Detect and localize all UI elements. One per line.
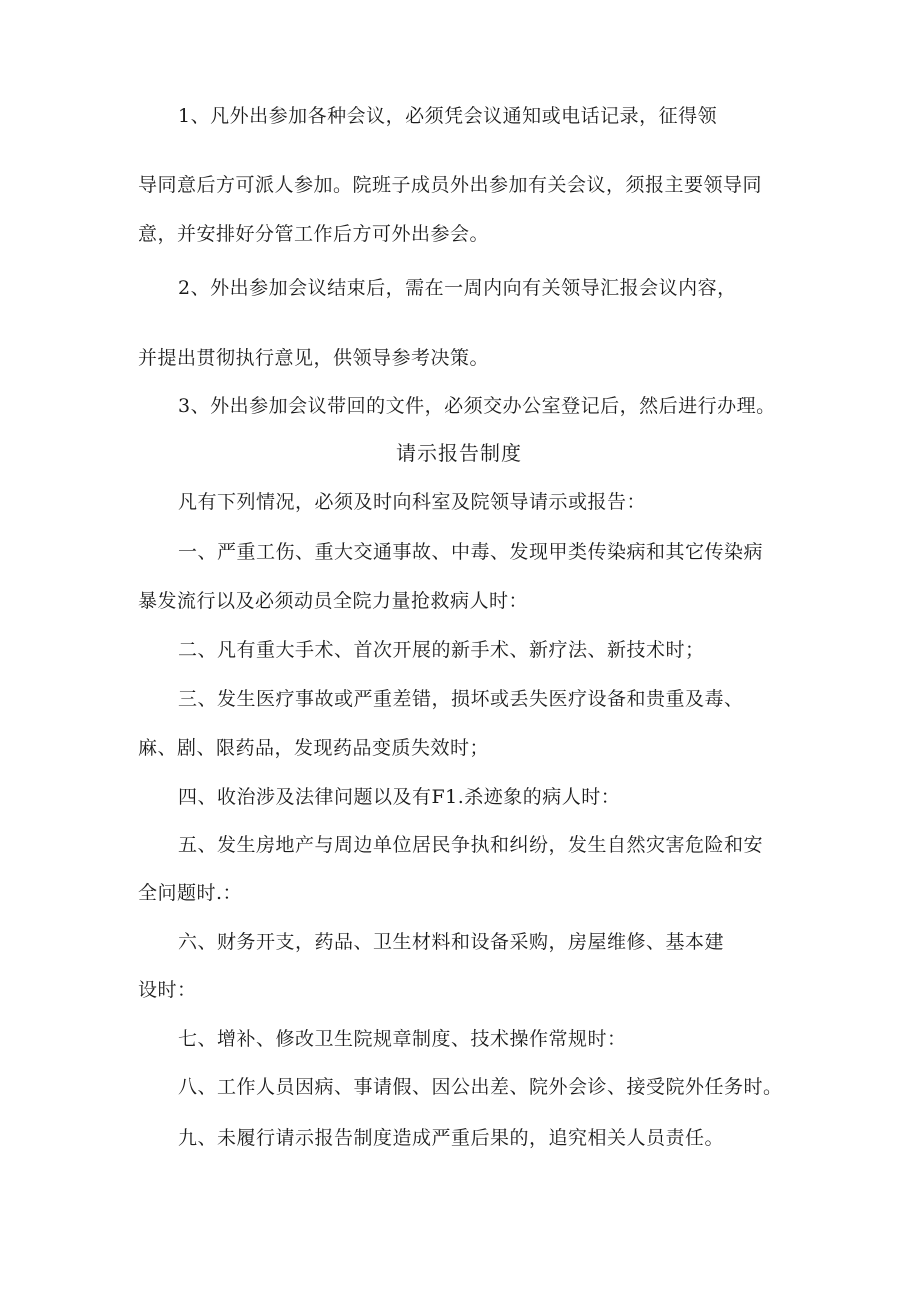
meeting-rule-2-line-1: 2、外出参加会议结束后，需在一周内向有关领导汇报会议内容，	[178, 277, 737, 299]
report-item-1-line-2: 暴发流行以及必须动员全院力量抢救病人时：	[138, 590, 529, 612]
meeting-rule-1-line-3: 意，并安排好分管工作后方可外出参会。	[138, 223, 490, 245]
report-item-6-line-2: 设时：	[138, 979, 197, 1001]
report-item-4-line-1: 四、收治涉及法律问题以及有F1.杀迹象的病人时：	[178, 786, 621, 808]
report-item-3-line-1: 三、发生医疗事故或严重差错，损坏或丢失医疗设备和贵重及毒、	[178, 688, 744, 710]
section-intro: 凡有下列情况，必须及时向科室及院领导请示或报告：	[178, 491, 647, 513]
report-item-2-line-1: 二、凡有重大手术、首次开展的新手术、新疗法、新技术时；	[178, 639, 705, 661]
report-item-1-line-1: 一、严重工伤、重大交通事故、中毒、发现甲类传染病和其它传染病	[178, 541, 764, 563]
meeting-rule-3-line-1: 3、外出参加会议带回的文件，必须交办公室登记后，然后进行办理。	[178, 395, 776, 417]
report-item-5-line-2: 全问题时.：	[138, 882, 243, 904]
report-item-6-line-1: 六、财务开支，药品、卫生材料和设备采购，房屋维修、基本建	[178, 931, 725, 953]
report-item-9-line-1: 九、未履行请示报告制度造成严重后果的，追究相关人员责任。	[178, 1127, 725, 1149]
meeting-rule-1-line-1: 1、凡外出参加各种会议，必须凭会议通知或电话记录，征得领	[178, 105, 718, 127]
meeting-rule-1-line-2: 导同意后方可派人参加。院班子成员外出参加有关会议，须报主要领导同	[138, 174, 763, 196]
report-item-3-line-2: 麻、剧、限药品，发现药品变质失效时；	[138, 737, 490, 759]
meeting-rule-2-line-2: 并提出贯彻执行意见，供领导参考决策。	[138, 347, 490, 369]
report-item-7-line-1: 七、增补、修改卫生院规章制度、技术操作常规时：	[178, 1028, 627, 1050]
report-item-5-line-1: 五、发生房地产与周边单位居民争执和纠纷，发生自然灾害危险和安	[178, 834, 764, 856]
section-title: 请示报告制度	[396, 441, 522, 465]
report-item-8-line-1: 八、工作人员因病、事请假、因公出差、院外会诊、接受院外任务时。	[178, 1076, 783, 1098]
